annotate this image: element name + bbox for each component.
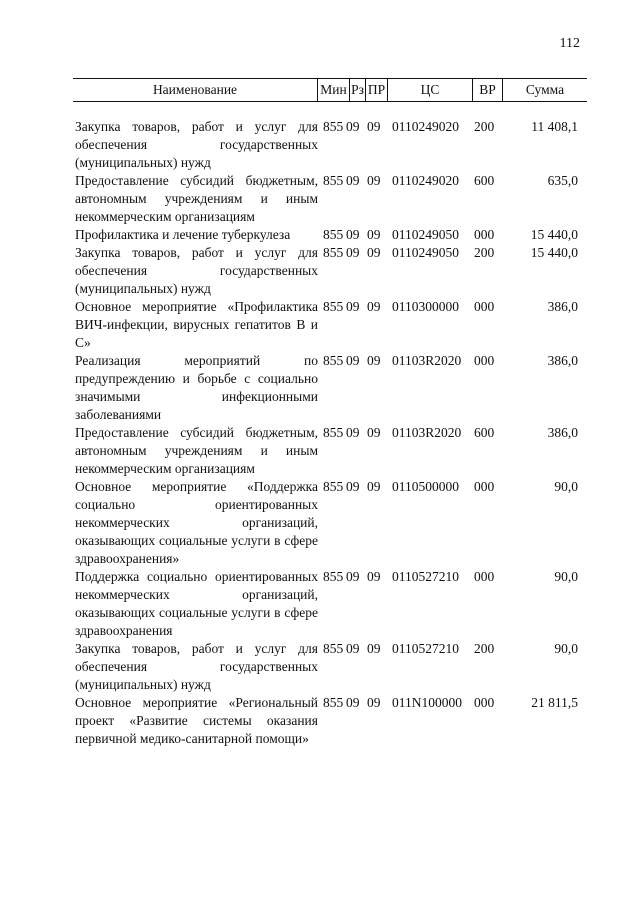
row-min: 855 bbox=[323, 479, 344, 494]
row-sum: 386,0 bbox=[547, 425, 578, 440]
row-name: Предоставление субсидий бюджетным, автономным учреждениям и иным некоммерческим организациям bbox=[75, 425, 318, 476]
row-vr: 600 bbox=[474, 173, 495, 188]
row-sum: 90,0 bbox=[554, 479, 578, 494]
row-cs: 01103R2020 bbox=[392, 353, 462, 368]
row-sum: 90,0 bbox=[554, 641, 578, 656]
row-cs: 0110249020 bbox=[392, 119, 459, 134]
row-sum: 21 811,5 bbox=[531, 695, 578, 710]
table-row bbox=[0, 172, 640, 226]
row-sum: 15 440,0 bbox=[530, 227, 578, 242]
row-rz: 09 bbox=[346, 641, 360, 656]
table-row bbox=[0, 298, 640, 352]
row-name: Основное мероприятие «Профилактика ВИЧ-инфекции, вирусных гепатитов В и С» bbox=[75, 299, 318, 350]
row-rz: 09 bbox=[346, 119, 360, 134]
header-min: Мин bbox=[318, 79, 350, 101]
row-name: Реализация мероприятий по предупреждению и борьбе с социально значимыми инфекционными заболеваниями bbox=[75, 353, 318, 422]
row-min: 855 bbox=[323, 569, 344, 584]
row-vr: 600 bbox=[474, 425, 495, 440]
row-name: Закупка товаров, работ и услуг для обеспечения государственных (муниципальных) нужд bbox=[75, 245, 318, 296]
row-pr: 09 bbox=[367, 227, 381, 242]
row-cs: 0110527210 bbox=[392, 641, 459, 656]
row-min: 855 bbox=[323, 245, 344, 260]
row-min: 855 bbox=[323, 641, 344, 656]
table-row bbox=[0, 424, 640, 478]
row-sum: 635,0 bbox=[547, 173, 578, 188]
row-name: Предоставление субсидий бюджетным, автономным учреждениям и иным некоммерческим организациям bbox=[75, 173, 318, 224]
row-rz: 09 bbox=[346, 353, 360, 368]
row-min: 855 bbox=[323, 299, 344, 314]
row-pr: 09 bbox=[367, 245, 381, 260]
header-sum: Сумма bbox=[525, 82, 565, 97]
row-vr: 000 bbox=[474, 479, 495, 494]
row-vr: 200 bbox=[474, 641, 495, 656]
row-pr: 09 bbox=[367, 479, 381, 494]
row-rz: 09 bbox=[346, 227, 360, 242]
header-pr: ПР bbox=[366, 79, 388, 101]
row-pr: 09 bbox=[367, 119, 381, 134]
row-vr: 200 bbox=[474, 119, 495, 134]
row-cs: 011N100000 bbox=[392, 695, 462, 710]
row-name: Закупка товаров, работ и услуг для обеспечения государственных (муниципальных) нужд bbox=[75, 641, 318, 692]
table-row bbox=[0, 568, 640, 640]
row-min: 855 bbox=[323, 227, 344, 242]
row-name: Профилактика и лечение туберкулеза bbox=[75, 227, 291, 242]
table-header bbox=[73, 78, 587, 102]
row-vr: 000 bbox=[474, 695, 495, 710]
row-vr: 000 bbox=[474, 299, 495, 314]
row-cs: 0110527210 bbox=[392, 569, 459, 584]
row-min: 855 bbox=[323, 173, 344, 188]
row-vr: 000 bbox=[474, 569, 495, 584]
row-name: Поддержка социально ориентированных некоммерческих организаций, оказывающих социальные услуги в сфере здравоохранения bbox=[75, 569, 318, 638]
row-sum: 386,0 bbox=[547, 299, 578, 314]
table-row bbox=[0, 694, 640, 748]
row-name: Основное мероприятие «Региональный проект «Развитие системы оказания первичной медико-санитарной помощи» bbox=[75, 695, 318, 746]
row-vr: 200 bbox=[474, 245, 495, 260]
row-name: Основное мероприятие «Поддержка социально ориентированных некоммерческих организаций, оказывающих социальные услуги в сфере здравоохранения» bbox=[75, 479, 318, 566]
row-sum: 15 440,0 bbox=[530, 245, 578, 260]
row-cs: 0110249020 bbox=[392, 173, 459, 188]
row-rz: 09 bbox=[346, 569, 360, 584]
row-pr: 09 bbox=[367, 353, 381, 368]
table-row bbox=[0, 244, 640, 298]
header-cs: ЦС bbox=[388, 79, 473, 101]
row-cs: 0110500000 bbox=[392, 479, 459, 494]
row-rz: 09 bbox=[346, 695, 360, 710]
row-sum: 11 408,1 bbox=[531, 119, 578, 134]
header-vr: ВР bbox=[473, 79, 503, 101]
row-pr: 09 bbox=[367, 695, 381, 710]
table-row bbox=[0, 352, 640, 424]
table-row bbox=[0, 640, 640, 694]
row-cs: 0110249050 bbox=[392, 227, 459, 242]
row-pr: 09 bbox=[367, 299, 381, 314]
row-cs: 0110300000 bbox=[392, 299, 459, 314]
table-row bbox=[0, 118, 640, 172]
row-rz: 09 bbox=[346, 479, 360, 494]
row-vr: 000 bbox=[474, 353, 495, 368]
table-row bbox=[0, 478, 640, 568]
header-name: Наименование bbox=[73, 79, 318, 101]
row-name: Закупка товаров, работ и услуг для обеспечения государственных (муниципальных) нужд bbox=[75, 119, 318, 170]
table-row bbox=[0, 226, 640, 244]
row-sum: 90,0 bbox=[554, 569, 578, 584]
table-body bbox=[0, 118, 640, 748]
page-number: 112 bbox=[559, 36, 580, 51]
row-pr: 09 bbox=[367, 569, 381, 584]
row-rz: 09 bbox=[346, 425, 360, 440]
row-rz: 09 bbox=[346, 245, 360, 260]
row-pr: 09 bbox=[367, 173, 381, 188]
row-rz: 09 bbox=[346, 173, 360, 188]
row-pr: 09 bbox=[367, 641, 381, 656]
row-cs: 01103R2020 bbox=[392, 425, 462, 440]
row-min: 855 bbox=[323, 695, 344, 710]
row-pr: 09 bbox=[367, 425, 381, 440]
row-sum: 386,0 bbox=[547, 353, 578, 368]
header-rz: Рз bbox=[350, 79, 366, 101]
row-rz: 09 bbox=[346, 299, 360, 314]
row-vr: 000 bbox=[474, 227, 495, 242]
row-min: 855 bbox=[323, 119, 344, 134]
row-cs: 0110249050 bbox=[392, 245, 459, 260]
row-min: 855 bbox=[323, 425, 344, 440]
row-min: 855 bbox=[323, 353, 344, 368]
